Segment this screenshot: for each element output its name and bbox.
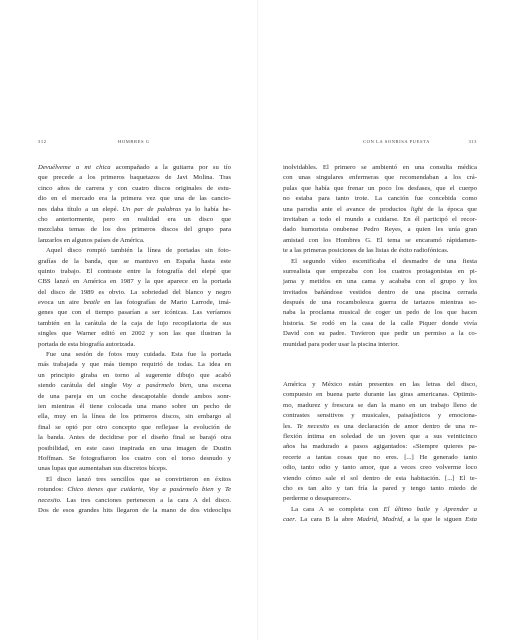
text-line [38,506,231,516]
text-line [38,402,231,412]
text-line [38,298,231,308]
text-run: inolvidables. El primero se ambientó en una consulta médica [283,164,477,171]
text-line [283,277,477,287]
italic-title: Esta [465,516,478,524]
text-line [283,246,477,256]
italic-title: necesito [38,496,60,504]
text-line [38,194,231,204]
italic-title: beatle [83,299,100,307]
text-run: jama y metidos en una cama y acababa con el grupo y los [283,278,477,286]
text-run: años ha madurado a pasos agigantados: «Siempre quieres pa- [283,443,477,451]
text-run: pulas que había que frenar un poco los desfases, que el cuerpo [283,184,477,192]
page-number: 312 [38,139,47,144]
text-line [38,340,231,350]
text-run: evoca un aire [38,299,84,307]
text-run: nes daba título a un elepé. [38,205,123,213]
text-run: flexión íntima en soledad de un joven que a sus veinticinco [283,432,477,440]
text-run: invitados bañándose vestidos dentro de una piscina cerrada [283,288,477,296]
text-run: viendo cómo sale el sol dentro de esta habitación. [...] El te- [283,474,477,482]
text-run: ella, muy en la línea de los primeros discos, sin embargo al [38,413,231,421]
text-run: dado humorista onubense Pedro Reyes, a quien les unía gran [283,226,477,234]
text-line [38,184,231,194]
text-line [283,340,477,350]
text-line [38,319,231,329]
text-run: surrealista que empezaba con los cuatros protagonistas en pi- [283,267,477,275]
running-head: HOMBRES G [118,139,150,144]
text-run: grafías de la banda, que se mantuvo en España hasta este [38,257,231,265]
text-run: singles que Warner editó en 2002 y son las que ilustran la [38,330,231,338]
text-run: más trabajada y que más tiempo requirió de todas. La idea en [38,361,231,369]
italic-title: Voy a pasármelo bien [122,382,192,390]
right-page-header [283,138,477,146]
text-line [283,484,477,494]
text-run: Aquel disco rompió también la línea de portadas sin foto- [46,247,231,255]
text-line [283,380,477,390]
text-run: CBS lanzó en América en 1987 y la que aparece en la portada [38,278,231,286]
text-line [283,515,477,525]
text-run: de una pareja en un coche descapotable donde ambos sonr- [38,392,231,400]
text-line [38,496,231,506]
text-line [283,225,477,235]
text-run: siendo carátula del single [38,382,123,390]
text-run: un principio giraba en torno al sugerente dibujo que acabó [38,371,231,379]
text-line [38,205,231,215]
text-run: Dos de esos grandes hits llegaron de la mano de dos videoclips [38,506,231,514]
text-run: América y México están presentes en las letras del disco, [283,381,477,388]
text-line [38,454,231,464]
text-line [38,267,231,277]
italic-title: caer [283,516,295,524]
text-line [283,236,477,246]
text-line [38,433,231,443]
body-text [283,380,477,525]
text-run: ya lo había he- [181,205,231,213]
text-run: naba la proclama musical de coger un pedo de los que hacen [283,309,477,317]
italic-title: El último baile [383,505,431,513]
text-run: portada de esta biografía autorizada. [38,340,136,348]
text-line [38,236,231,246]
text-line [283,401,477,411]
page-number: 313 [468,139,477,144]
text-run: dio en el mercado era la primera vez que una de las cancio- [38,195,231,203]
text-line [38,371,231,381]
text-line [283,411,477,421]
text-run: , una escena [191,382,231,390]
text-line [283,215,477,225]
text-run: cinco años de carrera y con cuatro discos originales de estu- [38,184,231,192]
text-run: munidad para poder usar la piscina interior. [283,340,400,348]
text-line [283,173,477,183]
text-run: cho anteriormente, pero en realidad era un disco que [38,215,231,223]
italic-title: Te necesito [296,422,330,430]
text-line [38,350,231,360]
italic-title: Te [224,486,232,494]
text-line [283,184,477,194]
text-run: perderme o desaparecer». [283,495,352,503]
text-line [38,163,231,173]
text-run: invitaban a todo el mundo a cuidarse. En él participó el recor- [283,215,477,223]
text-run: . Las tres canciones pertenecen a la cara A del disco. [59,496,231,504]
text-line [283,329,477,339]
text-run: posibilidad, en este caso inspirada en una imagen de Dustin [38,444,231,452]
text-run: también en la carátula de la caja de lujo recopilatoria de sus [38,319,231,327]
text-line [283,453,477,463]
text-line [283,390,477,400]
right-page [258,0,516,640]
text-line [38,257,231,267]
text-run: David con su padre. Tuvieron que pedir un permiso a la co- [283,330,477,338]
running-head: CON LA SONRISA PUESTA [363,139,430,144]
italic-title: Voy a pasármelo bien [148,486,214,494]
text-run: de la época que [423,205,477,213]
italic-title: Un par de palabras [122,205,182,213]
text-run: contrastes sensitivos y musicales, paisajísticos y emociona- [283,412,477,420]
text-run: odio, tanto odio y tanto amor, que a veces creo volverme loco [283,464,477,472]
text-run: compuesto en buena parte durante las giras americanas. Optimis- [283,391,477,399]
text-line [38,329,231,339]
text-run: Fue una sesión de fotos muy cuidada. Esta fue la portada [46,351,231,359]
text-run: es una declaración de amor dentro de una re- [329,422,477,430]
italic-title: Aprender a [443,505,478,513]
text-line [283,422,477,432]
text-line [283,257,477,267]
text-line [283,298,477,308]
text-run: . La cara B la abre [294,516,357,524]
text-run: les. [283,422,297,430]
text-run: amistad con los Hombres G. El tema se encaramó rápidamen- [283,236,477,244]
text-line [283,205,477,215]
text-line [38,288,231,298]
text-line [38,277,231,287]
text-line [283,442,477,452]
text-run: , a la que le siguen [402,516,466,524]
text-run: El disco lanzó tres sencillos que se convirtieron en éxitos [46,475,231,483]
text-line [283,267,477,277]
text-line [283,432,477,442]
text-run: , [142,486,149,494]
text-line [283,505,477,515]
text-line [38,423,231,433]
text-run: La cara A se completa con [291,505,384,513]
text-run: mo, madurez y frescura se dan la mano en un trabajo lleno de [283,401,477,409]
italic-title: Devuélveme a mi chica [38,164,111,171]
text-line [283,288,477,298]
text-run: final se optó por otro concepto que reflejase la evolución de [38,423,231,431]
text-line [38,412,231,422]
text-line [283,319,477,329]
text-line [38,444,231,454]
text-line [283,494,477,504]
text-line [283,308,477,318]
text-run: mezclaba temas de los dos primeros discos del grupo para [38,226,231,234]
text-line [38,381,231,391]
text-run: recerte a tantas cosas que no eres. [...] He generado tanto [283,453,477,461]
text-run: no estaba para tanto trote. La canción fue concebida como [283,195,477,203]
text-run: unas lupas que aumentaban sus discretos bíceps. [38,465,168,473]
text-line [38,215,231,225]
text-line [38,475,231,485]
text-line [283,463,477,473]
text-line [283,163,477,173]
text-run: con unas singulares enfermeras que recomendaban a los crá- [283,174,477,182]
text-run: que precede a los primeros baquetazos de Javi Molina. Tras [38,174,231,182]
italic-title: Madrid, Madrid [356,516,403,524]
text-run: acompañado a la guitarra por su tío [110,164,231,171]
text-line [283,474,477,484]
text-run: después de una rocambolesca guerra de tartazos mientras so- [283,299,477,307]
text-line [38,308,231,318]
text-run: Hoffman. Se fotografiaron los cuatro con el torso desnudo y [38,454,231,462]
text-line [38,360,231,370]
text-line [38,392,231,402]
text-run: lanzarlos en algunos países de América. [38,236,145,244]
text-line [38,485,231,495]
text-run: genes que con el tiempo pasarían a ser icónicas. Las veríamos [38,309,231,317]
text-run: cho es tan alto y tan fría la pared y tengo tanto miedo de [283,484,477,492]
text-run: y [430,505,444,513]
text-line [38,464,231,474]
text-run: y [213,486,225,494]
text-run: una parodia ante el avance de productos [283,205,411,213]
text-line [283,194,477,204]
text-run: ien mientras él tiene colocada una mano sobre un pecho de [38,402,231,410]
italic-title: Chico tienes que cuidarte [67,486,143,494]
text-line [38,225,231,235]
text-run: la banda. Antes de decidirse por el diseño final se barajó otra [38,434,231,442]
text-line [38,246,231,256]
text-run: del disco de 1989 es obvio. La sobriedad del blanco y negro [38,288,231,296]
italic-title: light [410,205,423,213]
left-page-header [38,138,231,146]
text-run: rotundos: [38,486,68,494]
text-run: en las fotografías de Mario Larrode, imá- [99,299,231,307]
text-run: te a las primeras posiciones de las listas de éxito radiofónicas. [283,247,449,255]
body-text [283,163,477,350]
text-run: quinto trabajo. El contraste entre la fotografía del elepé que [38,267,231,275]
body-text [38,163,231,516]
text-line [38,173,231,183]
text-run: historia. Se rodó en la casa de la calle Piquer donde vivía [283,319,477,327]
text-run: El segundo vídeo escenificaba el desmadre de una fiesta [291,257,477,265]
